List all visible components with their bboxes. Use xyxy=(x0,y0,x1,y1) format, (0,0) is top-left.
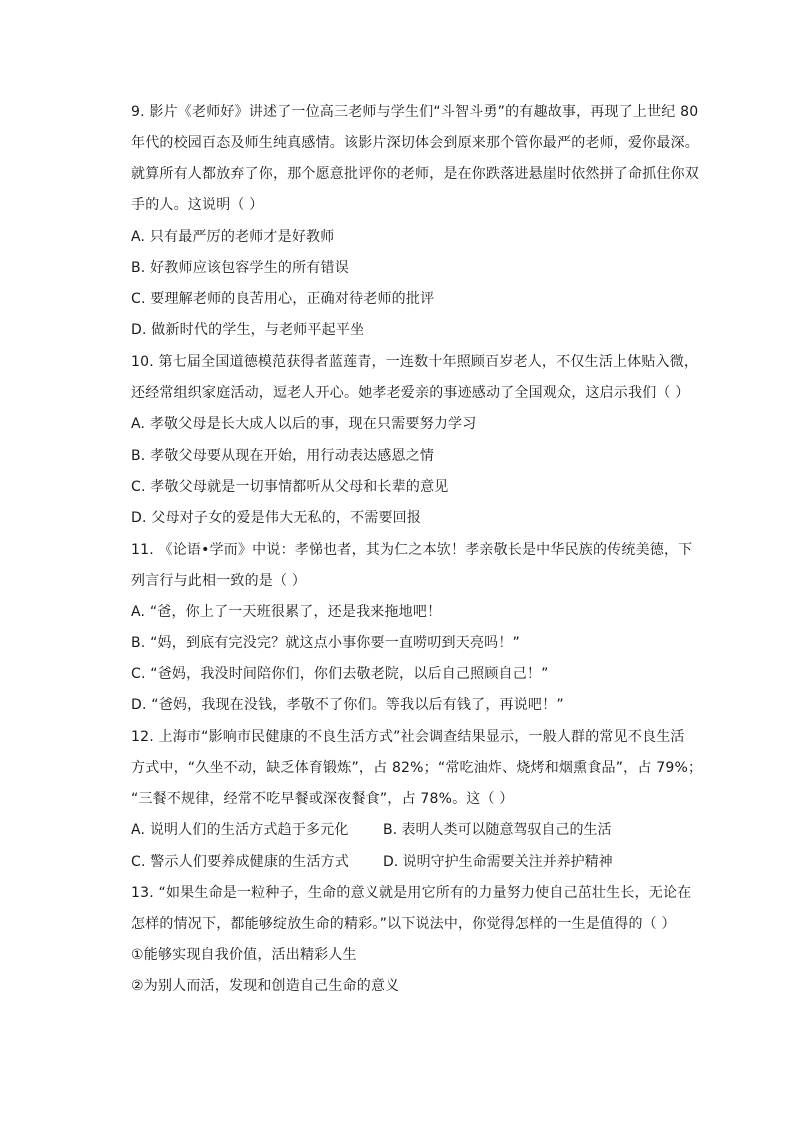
q9-stem-line-2: 年代的校园百态及师生纯真感情。该影片深切体会到原来那个管你最严的老师，爱你最深。 xyxy=(131,135,699,151)
q10-option-b: B. 孝敬父母要从现在开始，用行动表达感恩之情 xyxy=(131,448,435,464)
q12-stem-line-3: “三餐不规律，经常不吃早餐或深夜餐食”，占 78%。这（ ） xyxy=(131,791,514,807)
q11-stem-line-2: 列言行与此相一致的是（ ） xyxy=(131,573,307,589)
q13-stem-line-1: 13. “如果生命是一粒种子，生命的意义就是用它所有的力量努力使自己茁壮生长，无论在 xyxy=(131,885,692,901)
q9-stem-line-4: 手的人。这说明（ ） xyxy=(131,197,264,213)
q9-option-b: B. 好教师应该包容学生的所有错误 xyxy=(131,260,349,276)
q9-stem-line-1: 9. 影片《老师好》讲述了一位高三老师与学生们“斗智斗勇”的有趣故事，再现了上世纪 80 xyxy=(131,104,699,120)
q13-stem-line-2: 怎样的情况下，都能够绽放生命的精彩。”以下说法中，你觉得怎样的一生是值得的（ ） xyxy=(131,916,676,932)
q10-option-d: D. 父母对子女的爱是伟大无私的，不需要回报 xyxy=(131,510,422,526)
q9-stem-line-3: 就算所有人都放弃了你，那个愿意批评你的老师，是在你跌落进悬崖时依然拼了命抓住你双 xyxy=(131,166,699,182)
q11-option-b: B. “妈，到底有完没完？就这点小事你要一直唠叨到天亮吗！” xyxy=(131,635,521,651)
q9-option-a: A. 只有最严厉的老师才是好教师 xyxy=(131,229,335,245)
q11-option-c: C. “爸妈，我没时间陪你们，你们去敬老院，以后自己照顾自己！” xyxy=(131,666,549,682)
q13-statement-1: ①能够实现自我价值，活出精彩人生 xyxy=(131,947,357,963)
q10-stem-line-2: 还经常组织家庭活动，逗老人开心。她孝老爱亲的事迹感动了全国观众，这启示我们（ ） xyxy=(131,385,690,401)
q12-option-c: C. 警示人们要养成健康的生活方式 xyxy=(131,854,350,870)
q12-stem-line-2: 方式中，“久坐不动，缺乏体育锻炼”，占 82%；“常吃油炸、烧烤和烟熏食品”，占 79%； xyxy=(131,760,703,776)
q12-option-a: A. 说明人们的生活方式趋于多元化 xyxy=(131,822,349,838)
q10-option-a: A. 孝敬父母是长大成人以后的事，现在只需要努力学习 xyxy=(131,416,477,432)
q11-option-a: A. “爸，你上了一天班很累了，还是我来拖地吧！ xyxy=(131,604,442,620)
q12-option-b: B. 表明人类可以随意驾驭自己的生活 xyxy=(383,822,612,838)
q9-option-d: D. 做新时代的学生，与老师平起平坐 xyxy=(131,322,365,338)
q11-option-d: D. “爸妈，我现在没钱，孝敬不了你们。等我以后有钱了，再说吧！” xyxy=(131,697,564,713)
q10-stem-line-1: 10. 第七届全国道德模范获得者蓝莲青，一连数十年照顾百岁老人，不仅生活上体贴入微， xyxy=(131,354,699,370)
q12-stem-line-1: 12. 上海市“影响市民健康的不良生活方式”社会调查结果显示，一般人群的常见不良生活 xyxy=(131,729,685,745)
q9-option-c: C. 要理解老师的良苦用心，正确对待老师的批评 xyxy=(131,291,435,307)
q11-stem-line-1: 11. 《论语•学而》中说：孝悌也者，其为仁之本欤！孝亲敬长是中华民族的传统美德，下 xyxy=(131,542,693,558)
q12-option-d: D. 说明守护生命需要关注并养护精神 xyxy=(383,854,613,870)
q13-statement-2: ②为别人而活，发现和创造自己生命的意义 xyxy=(131,978,400,994)
q10-option-c: C. 孝敬父母就是一切事情都听从父母和长辈的意见 xyxy=(131,479,449,495)
